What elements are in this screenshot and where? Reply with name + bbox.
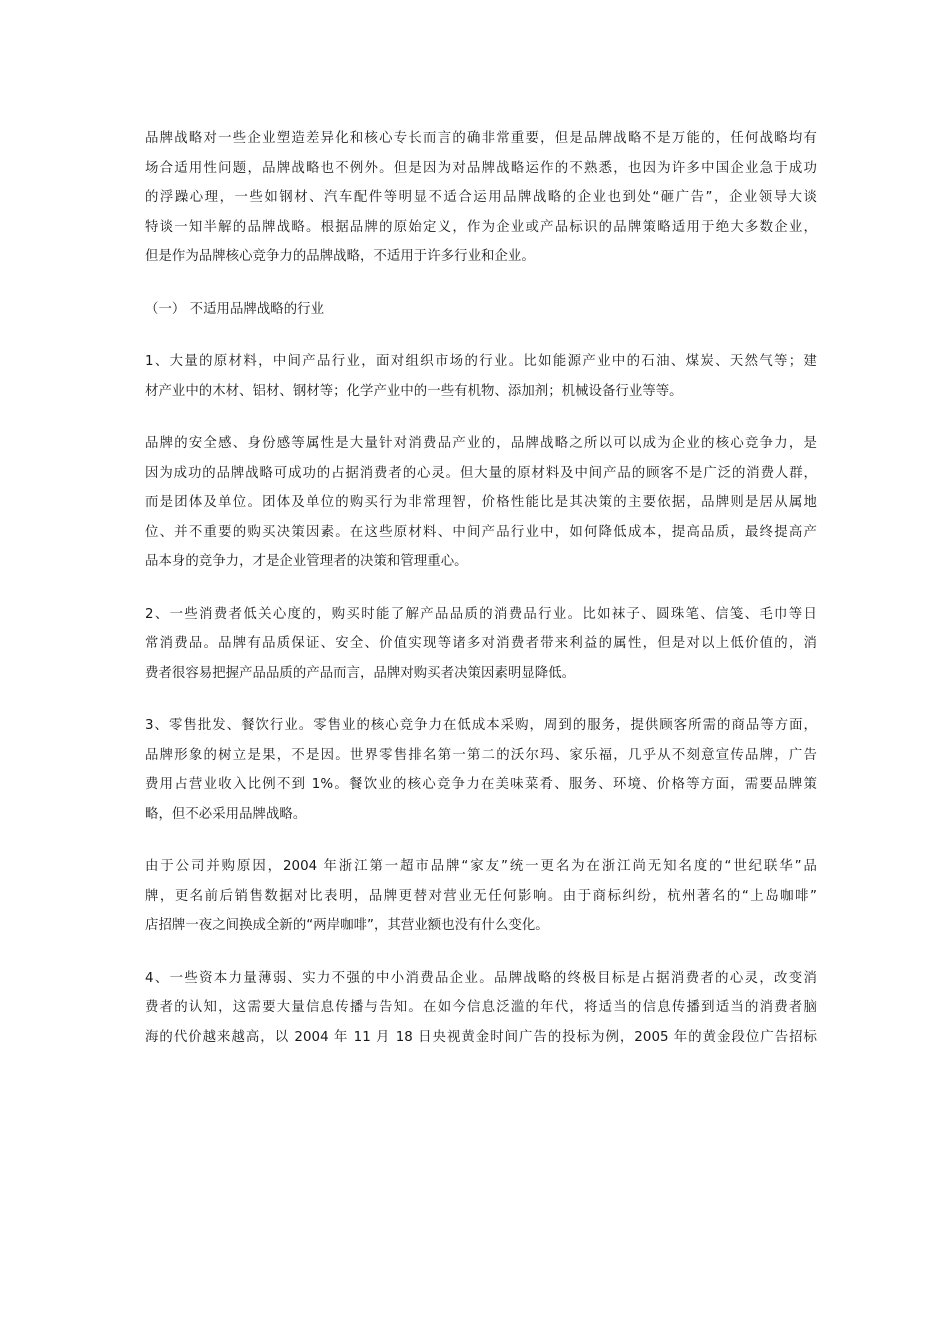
paragraph-line: 材产业中的木材、铝材、钢材等；化学产业中的一些有机物、添加剂；机械设备行业等等。 bbox=[145, 383, 683, 399]
paragraph-line: 费用占营业收入比例不到 1%。餐饮业的核心竞争力在美味菜肴、服务、环境、价格等方面，需要品牌策 bbox=[145, 777, 817, 792]
paragraph-line: 位、并不重要的购买决策因素。在这些原材料、中间产品行业中，如何降低成本，提高品质，最终提高产 bbox=[145, 524, 817, 540]
paragraph-item-3 bbox=[145, 711, 817, 829]
paragraph-line: 品牌形象的树立是果，不是因。世界零售排名第一第二的沃尔玛、家乐福，几乎从不刻意宣传品牌，广告 bbox=[145, 747, 817, 763]
paragraph-line: 费者的认知，这需要大量信息传播与告知。在如今信息泛滥的年代，将适当的信息传播到适当的消费者脑 bbox=[145, 1000, 817, 1015]
paragraph-item-1 bbox=[145, 347, 817, 406]
paragraph-line: 品本身的竞争力，才是企业管理者的决策和管理重心。 bbox=[145, 554, 468, 569]
paragraph-line: 常消费品。品牌有品质保证、安全、价值实现等诸多对消费者带来利益的属性，但是对以上低价值的，消 bbox=[145, 636, 817, 651]
paragraph-line: 品牌战略对一些企业塑造差异化和核心专长而言的确非常重要，但是品牌战略不是万能的，任何战略均有 bbox=[145, 131, 817, 146]
paragraph-line: 因为成功的品牌战略可成功的占据消费者的心灵。但大量的原材料及中间产品的顾客不是广泛的消费人群， bbox=[145, 465, 817, 481]
paragraph-line: 场合适用性问题，品牌战略也不例外。但是因为对品牌战略运作的不熟悉，也因为许多中国企业急于成功 bbox=[145, 160, 817, 176]
paragraph-section-heading bbox=[145, 295, 817, 325]
paragraph-intro bbox=[145, 124, 817, 272]
paragraph-line: （一） 不适用品牌战略的行业 bbox=[145, 301, 325, 317]
paragraph-item-3-example bbox=[145, 852, 817, 941]
paragraph-line: 费者很容易把握产品品质的产品而言，品牌对购买者决策因素明显降低。 bbox=[145, 665, 576, 681]
paragraph-line: 的浮躁心理，一些如钢材、汽车配件等明显不适合运用品牌战略的企业也到处“砸广告”，企业领导大谈 bbox=[145, 190, 817, 205]
paragraph-line: 海的代价越来越高，以 2004 年 11 月 18 日央视黄金时间广告的投标为例，2005 年的黄金段位广告招标 bbox=[145, 1029, 817, 1045]
paragraph-line: 而是团体及单位。团体及单位的购买行为非常理智，价格性能比是其决策的主要依据，品牌则是居从属地 bbox=[145, 495, 817, 510]
paragraph-item-2 bbox=[145, 600, 817, 689]
paragraph-line: 由于公司并购原因，2004 年浙江第一超市品牌“家友”统一更名为在浙江尚无知名度的“世纪联华”品 bbox=[145, 859, 817, 874]
paragraph-line: 牌，更名前后销售数据对比表明，品牌更替对营业无任何影响。由于商标纠纷，杭州著名的“上岛咖啡” bbox=[145, 888, 817, 904]
document-body bbox=[145, 124, 817, 1075]
paragraph-item-1-explain bbox=[145, 429, 817, 577]
paragraph-line: 4、一些资本力量薄弱、实力不强的中小消费品企业。品牌战略的终极目标是占据消费者的心灵，改变消 bbox=[145, 970, 817, 986]
paragraph-line: 3、零售批发、餐饮行业。零售业的核心竞争力在低成本采购，周到的服务，提供顾客所需的商品等方面， bbox=[145, 718, 817, 733]
paragraph-line: 品牌的安全感、身份感等属性是大量针对消费品产业的，品牌战略之所以可以成为企业的核心竞争力，是 bbox=[145, 436, 817, 451]
paragraph-line: 但是作为品牌核心竞争力的品牌战略，不适用于许多行业和企业。 bbox=[145, 249, 535, 264]
paragraph-line: 店招牌一夜之间换成全新的“两岸咖啡”，其营业额也没有什么变化。 bbox=[145, 918, 549, 933]
paragraph-line: 1、大量的原材料，中间产品行业，面对组织市场的行业。比如能源产业中的石油、煤炭、天然气等；建 bbox=[145, 354, 817, 369]
paragraph-line: 2、一些消费者低关心度的，购买时能了解产品品质的消费品行业。比如袜子、圆珠笔、信笺、毛巾等日 bbox=[145, 606, 817, 622]
paragraph-item-4 bbox=[145, 964, 817, 1053]
paragraph-line: 略，但不必采用品牌战略。 bbox=[145, 806, 307, 822]
paragraph-line: 特谈一知半解的品牌战略。根据品牌的原始定义，作为企业或产品标识的品牌策略适用于绝大多数企业， bbox=[145, 219, 817, 235]
